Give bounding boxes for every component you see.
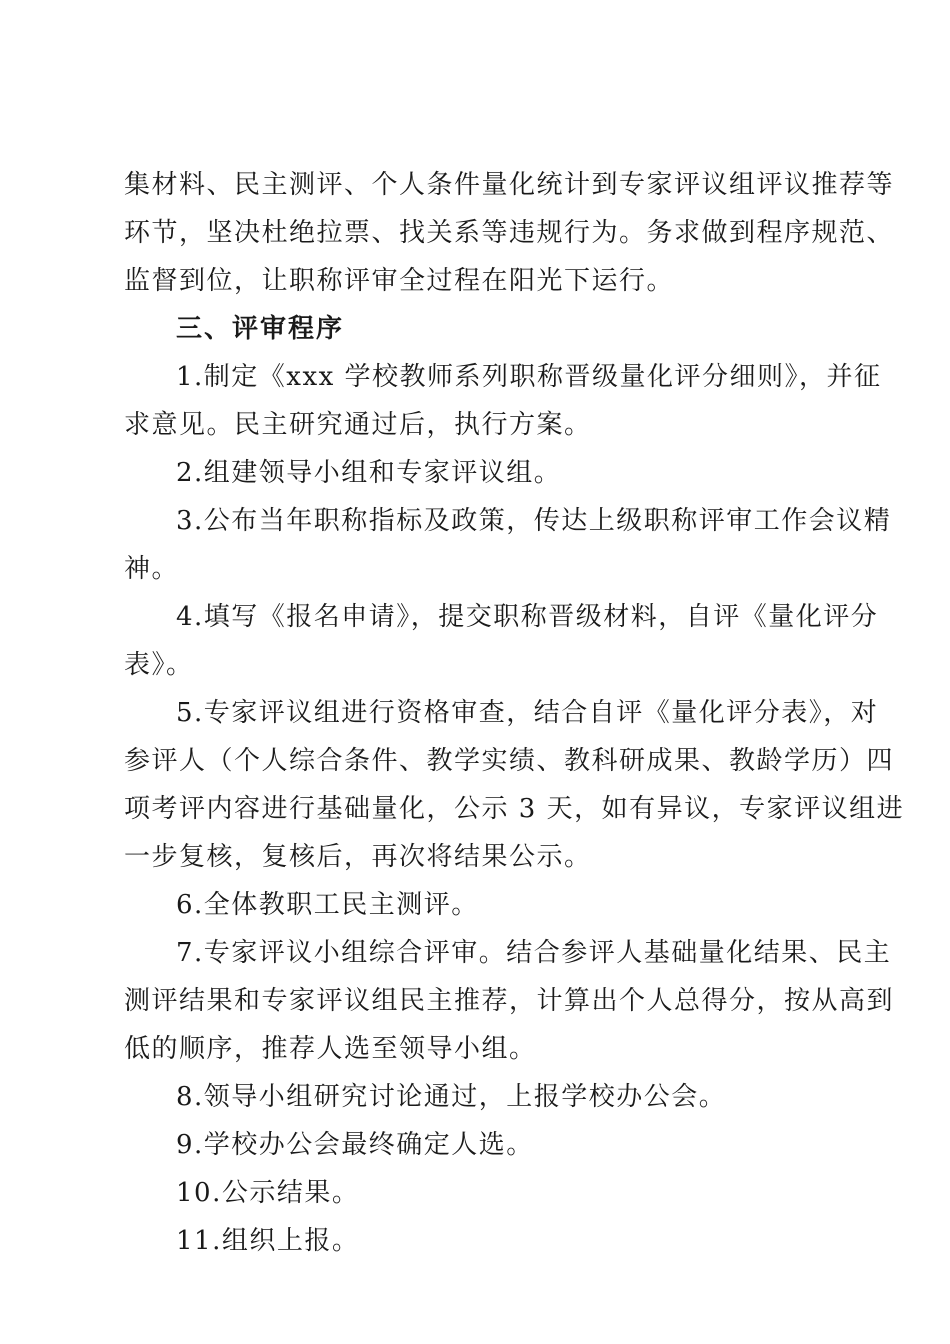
step-line: 神。 <box>124 554 180 584</box>
intro-line: 监督到位，让职称评审全过程在阳光下运行。 <box>124 266 675 296</box>
step-line: 参评人（个人综合条件、教学实绩、教科研成果、教龄学历）四 <box>124 746 895 776</box>
step-line: 求意见。民主研究通过后，执行方案。 <box>124 410 592 440</box>
step-line: 3.公布当年职称指标及政策，传达上级职称评审工作会议精 <box>176 506 892 536</box>
intro-line: 环节，坚决杜绝拉票、找关系等违规行为。务求做到程序规范、 <box>124 218 895 248</box>
step-line: 7.专家评议小组综合评审。结合参评人基础量化结果、民主 <box>176 938 892 968</box>
step-line: 项考评内容进行基础量化，公示 3 天，如有异议，专家评议组进 <box>124 794 905 824</box>
step-line: 6.全体教职工民主测评。 <box>176 890 479 920</box>
step-line: 2.组建领导小组和专家评议组。 <box>176 458 562 488</box>
step-line: 10.公示结果。 <box>176 1178 360 1208</box>
step-line: 9.学校办公会最终确定人选。 <box>176 1130 534 1160</box>
step-line: 1.制定《xxx 学校教师系列职称晋级量化评分细则》，并征 <box>176 362 882 392</box>
step-line: 4.填写《报名申请》，提交职称晋级材料，自评《量化评分 <box>176 602 879 632</box>
step-line: 11.组织上报。 <box>176 1226 360 1256</box>
step-line: 5.专家评议组进行资格审查，结合自评《量化评分表》，对 <box>176 698 879 728</box>
step-line: 表》。 <box>124 650 194 680</box>
step-line: 8.领导小组研究讨论通过，上报学校办公会。 <box>176 1082 727 1112</box>
step-line: 低的顺序，推荐人选至领导小组。 <box>124 1034 537 1064</box>
intro-line: 集材料、民主测评、个人条件量化统计到专家评议组评议推荐等 <box>124 170 895 200</box>
step-line: 测评结果和专家评议组民主推荐，计算出个人总得分，按从高到 <box>124 986 895 1016</box>
step-line: 一步复核，复核后，再次将结果公示。 <box>124 842 592 872</box>
section-heading: 三、评审程序 <box>176 314 345 344</box>
